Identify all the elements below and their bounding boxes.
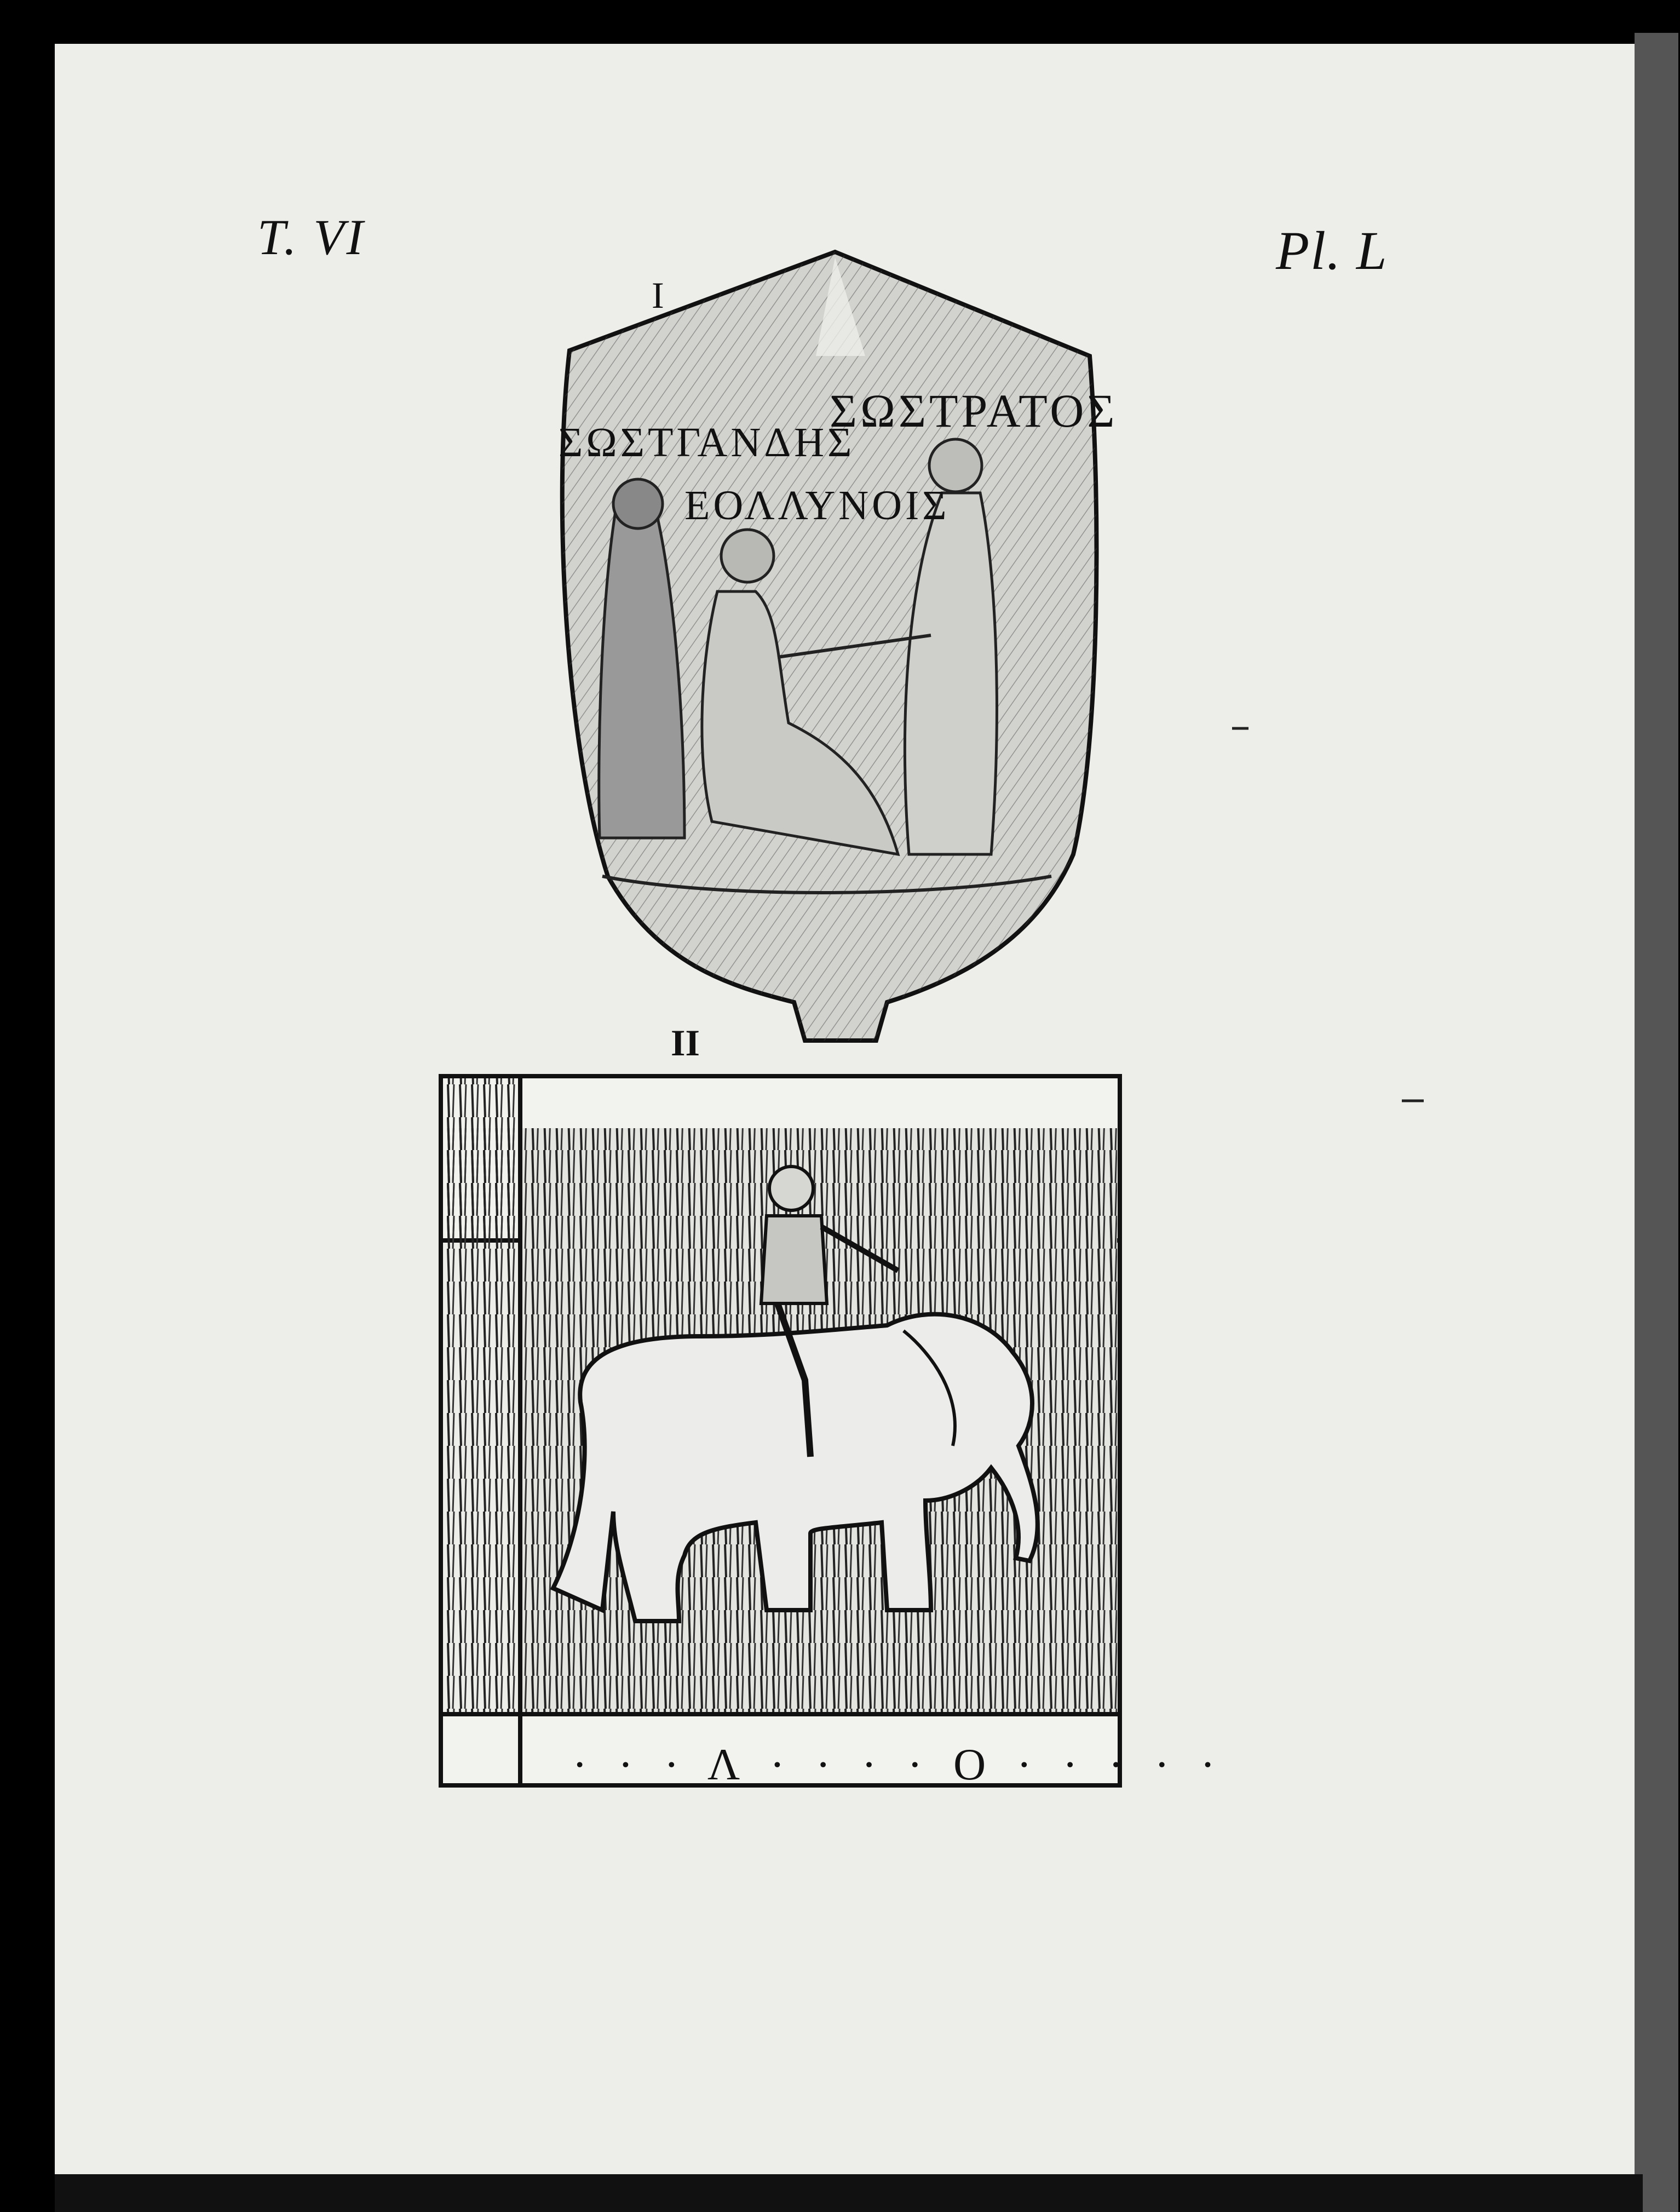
- base-inscription: · · · Λ · · · · Ο · · · · ·: [572, 1739, 1226, 1789]
- book-edge: [1635, 33, 1678, 2212]
- figure-1-stele: [562, 252, 1097, 1041]
- figure-2-label: II: [671, 1022, 700, 1064]
- plate-label: Pl. L: [1276, 220, 1388, 281]
- figure-2-relief: [441, 1076, 1120, 1785]
- volume-label: T. VI: [257, 209, 366, 265]
- inscription-eollynois: ΕΟΛΛΥΝΟΙΣ: [684, 482, 950, 528]
- inscription-sostratos: ΣΩΣΤΡΑΤΟΣ: [830, 384, 1118, 437]
- figure-1-label: I: [652, 274, 664, 316]
- inscription-sostgandes: ΣΩΣΤΓΑΝΔΗΣ: [559, 420, 855, 466]
- ruler-band: [55, 2174, 1643, 2212]
